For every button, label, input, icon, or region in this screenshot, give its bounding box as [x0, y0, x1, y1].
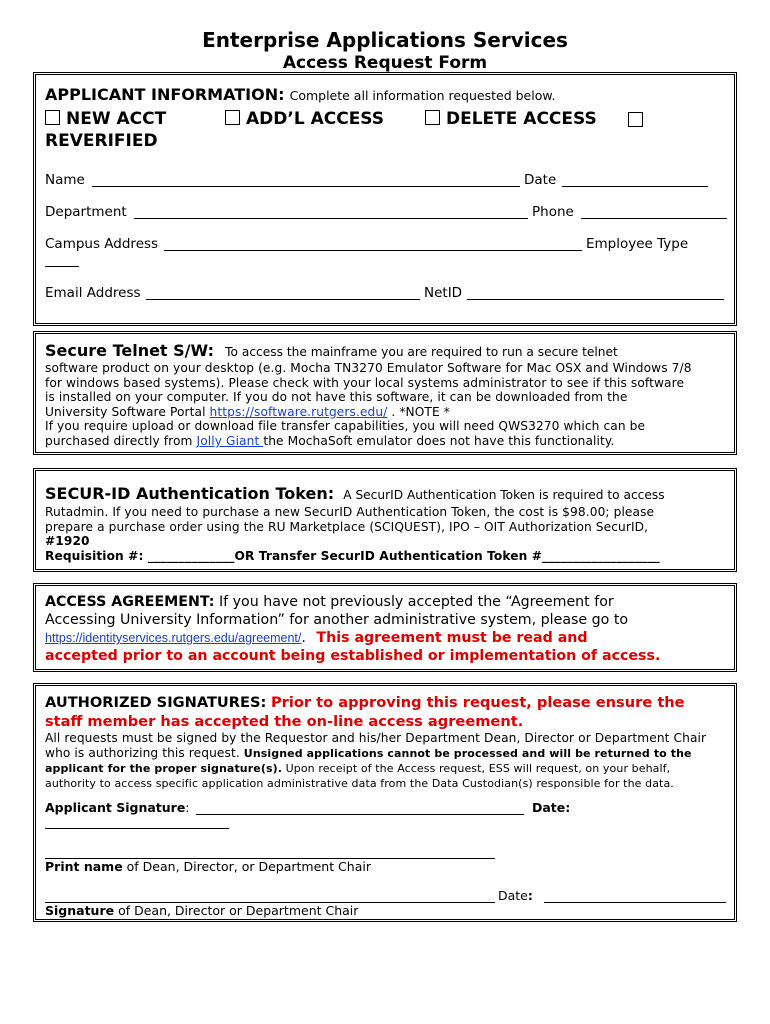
applicant-date-field[interactable] — [45, 814, 229, 829]
applicant-signature-label-wrap — [45, 800, 190, 815]
jolly-giant-link[interactable]: Jolly Giant — [196, 433, 264, 448]
securid-section — [33, 468, 737, 572]
add-access-label: ADD’L ACCESS — [246, 109, 385, 129]
add-access-option[interactable] — [225, 109, 384, 129]
telnet-section — [33, 331, 737, 455]
delete-access-option[interactable] — [425, 109, 597, 129]
telnet-purchase-text: purchased directly from — [45, 433, 197, 448]
department-label: Department — [45, 204, 127, 220]
agreement-line1: If you have not previously accepted the “Agreement for — [218, 594, 614, 610]
delete-access-label: DELETE ACCESS — [446, 109, 597, 129]
dean-signature-field[interactable] — [45, 888, 495, 903]
new-acct-label: NEW ACCT — [66, 109, 167, 129]
reverified-checkbox[interactable] — [628, 112, 643, 127]
applicant-heading-row — [45, 85, 555, 104]
telnet-line3: for windows based systems). Please check with your local systems administrator to see if this software — [45, 375, 685, 390]
signatures-heading: AUTHORIZED SIGNATURES: — [45, 694, 267, 711]
securid-line3: prepare a purchase order using the RU Marketplace (SCIQUEST), IPO – OIT Authorization SecurID, — [45, 519, 649, 534]
agreement-heading: ACCESS AGREEMENT: — [45, 594, 215, 610]
dean-date-text: Date — [498, 888, 528, 903]
date-label: Date — [524, 172, 557, 188]
telnet-note: . *NOTE * — [387, 404, 450, 419]
agreement-body — [45, 593, 735, 665]
name-field[interactable] — [92, 172, 520, 187]
print-name-field[interactable] — [45, 844, 495, 859]
signatures-line1: All requests must be signed by the Requestor and his/her Department Dean, Director or Department Chair — [45, 731, 707, 745]
date-field[interactable] — [562, 172, 708, 187]
signatures-line3-text: Upon receipt of the Access request, ESS will request, on your behalf, — [282, 762, 671, 776]
print-name-rest: of Dean, Director, or Department Chair — [122, 859, 371, 874]
agreement-red-line2: accepted prior to an account being established or implementation of access — [45, 648, 655, 664]
dean-date-field[interactable] — [544, 888, 726, 903]
requisition-line[interactable]: Requisition #: ______________OR Transfer SecurID Authentication Token #___________________ — [45, 548, 660, 563]
signature-rest: of Dean, Director or Department Chair — [114, 903, 359, 918]
new-acct-checkbox[interactable] — [45, 110, 60, 125]
add-access-checkbox[interactable] — [225, 110, 240, 125]
signatures-red-line2: staff member has accepted the on-line access agreement. — [45, 713, 524, 730]
applicant-instruction: Complete all information requested below. — [289, 88, 556, 103]
signatures-line3-bold: applicant for the proper signature(s). — [45, 762, 282, 776]
telnet-line5 — [45, 405, 731, 420]
netid-field[interactable] — [467, 285, 724, 300]
software-portal-link[interactable]: https://software.rutgers.edu/ — [209, 404, 388, 419]
securid-heading: SECUR-ID Authentication Token: — [45, 484, 335, 503]
agreement-red-line1: This agreement must be read and — [316, 630, 588, 646]
form-title: Enterprise Applications Services — [202, 28, 568, 52]
telnet-line4: is installed on your computer. If you do not have this software, it can be downloaded from the — [45, 390, 628, 405]
securid-body — [45, 484, 731, 563]
agreement-link[interactable]: https://identityservices.rutgers.edu/agreement/ — [45, 631, 302, 645]
agreement-line2: Accessing University Information” for another administrative system, please go to — [45, 612, 629, 628]
email-field[interactable] — [146, 285, 420, 300]
email-label: Email Address — [45, 285, 141, 301]
department-field[interactable] — [134, 204, 528, 219]
securid-line2: Rutadmin. If you need to purchase a new SecurID Authentication Token, the cost is $98.00; please — [45, 505, 655, 519]
name-label: Name — [45, 172, 85, 188]
securid-line1: A SecurID Authentication Token is required to access — [343, 488, 665, 502]
agreement-link-period: . — [301, 630, 306, 646]
phone-label: Phone — [532, 204, 574, 220]
reverified-checkbox-wrap[interactable] — [628, 111, 649, 130]
signatures-line4: authority to access specific application administrative data from the Data Custodian(s) responsible for the data. — [45, 776, 674, 790]
telnet-heading: Secure Telnet S/W: — [45, 341, 215, 360]
applicant-signature-field[interactable] — [196, 800, 524, 815]
reverified-label: REVERIFIED — [45, 131, 158, 151]
telnet-line2: software product on your desktop (e.g. Mocha TN3270 Emulator Software for Mac OSX and Windows 7/8 — [45, 361, 692, 375]
signatures-body — [45, 693, 735, 790]
signatures-section — [33, 683, 737, 922]
applicant-heading: APPLICANT INFORMATION: — [45, 85, 285, 104]
signature-label — [45, 903, 358, 918]
telnet-portal-text: University Software Portal — [45, 404, 210, 419]
telnet-mochasoft-text: the MochaSoft emulator does not have this functionality. — [263, 433, 615, 448]
agreement-red-period: . — [654, 648, 661, 664]
applicant-section — [33, 72, 737, 326]
print-name-bold: Print name — [45, 859, 123, 874]
telnet-line1: To access the mainframe you are required to run a secure telnet — [225, 345, 618, 359]
dean-date-label — [498, 888, 533, 903]
signature-bold: Signature — [45, 903, 115, 918]
campus-address-label: Campus Address — [45, 236, 159, 252]
campus-address-field[interactable] — [164, 236, 582, 251]
telnet-line7 — [45, 434, 731, 449]
employee-type-label: Employee Type — [586, 236, 689, 252]
signatures-line2-bold: Unsigned applications cannot be processed and will be returned to the — [243, 746, 692, 760]
new-acct-option[interactable] — [45, 109, 166, 129]
form-subtitle: Access Request Form — [282, 53, 488, 73]
applicant-signature-label: Applicant Signature — [45, 800, 186, 815]
signatures-line2-text: who is authorizing this request. — [45, 745, 244, 760]
applicant-signature-colon: : — [185, 800, 190, 815]
delete-access-checkbox[interactable] — [425, 110, 440, 125]
employee-type-field[interactable] — [45, 252, 79, 267]
securid-line4: #1920 — [45, 534, 90, 549]
print-name-label — [45, 859, 371, 874]
signatures-red-line1: Prior to approving this request, please ensure the — [270, 694, 685, 711]
dean-date-colon: : — [527, 888, 533, 903]
phone-field[interactable] — [581, 204, 727, 219]
telnet-body — [45, 342, 731, 449]
telnet-line6: If you require upload or download file transfer capabilities, you will need QWS3270 which can be — [45, 419, 646, 434]
applicant-date-label: Date: — [532, 800, 571, 815]
agreement-section — [33, 583, 737, 672]
netid-label: NetID — [424, 285, 463, 301]
